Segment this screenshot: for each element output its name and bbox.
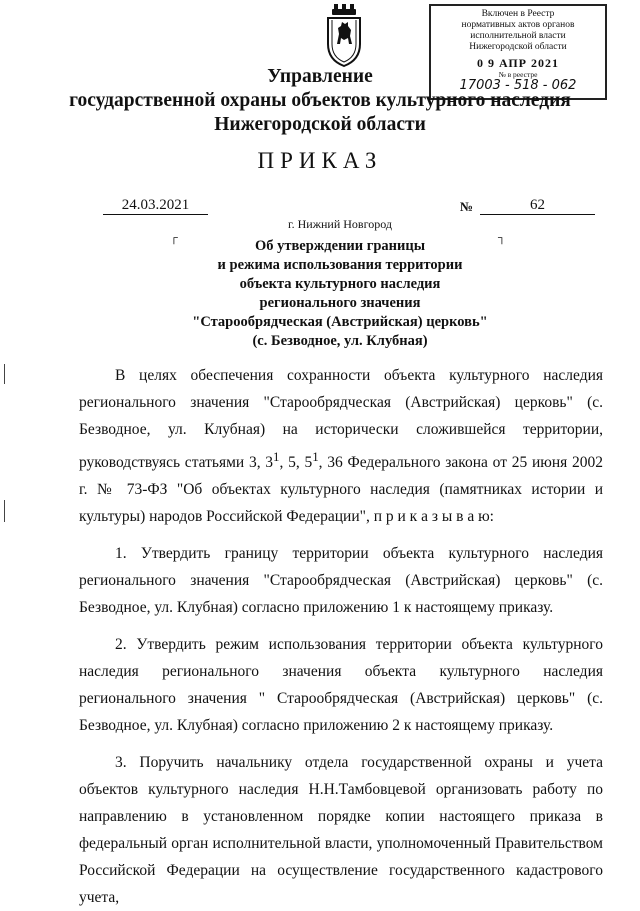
- subject-line: и режима использования территории: [217, 257, 463, 273]
- document-subject: [140, 237, 540, 351]
- city-name: г. Нижний Новгород: [288, 217, 392, 231]
- org-name-line3: Нижегородской области: [214, 114, 426, 135]
- document-date: 24.03.2021: [103, 196, 208, 215]
- preamble-text: В целях обеспечения сохранности объекта культурного наследия регионального значения "Старообрядческая (Австрийская) церковь" (с. Безводное, ул. Клубная) на исторически сложившейся территории, руководствуясь статьями 3, 3: [79, 367, 603, 472]
- superscript: 1: [273, 449, 280, 464]
- right-corner-bracket: ┐: [498, 232, 506, 244]
- number-label: №: [460, 199, 474, 214]
- subject-line: Об утверждении границы: [254, 238, 426, 254]
- margin-mark: [4, 500, 5, 522]
- left-corner-bracket: ┌: [170, 232, 178, 244]
- subject-line: (с. Безводное, ул. Клубная): [252, 333, 428, 349]
- preamble-text: , 5, 5: [279, 454, 313, 472]
- stamp-line: Включен в Реестр: [481, 9, 555, 19]
- stamp-registry-label: № в реестре: [498, 70, 538, 79]
- subject-line: "Старообрядческая (Австрийская) церковь": [192, 314, 488, 330]
- stamp-line: исполнительной власти: [470, 31, 566, 41]
- document-body: [79, 362, 603, 911]
- coat-of-arms-icon: [324, 4, 364, 68]
- preamble-paragraph: [79, 362, 603, 530]
- subject-line: объекта культурного наследия: [239, 276, 441, 292]
- org-name-line1: Управление: [267, 66, 373, 87]
- stamp-registry-number: 17003 - 518 - 062: [459, 78, 577, 93]
- margin-mark: [4, 364, 5, 384]
- document-type-title: ПРИКАЗ: [257, 148, 383, 173]
- stamp-line: Нижегородской области: [469, 42, 567, 52]
- preamble-text: , 36 Федерального закона от 25 июня 2002 г. № 73-ФЗ "Об объектах культурного наследия (памятниках истории и культуры) народов Российской Федерации", п р и к а з ы в а ю:: [79, 454, 603, 526]
- order-item-1: 1. Утвердить границу территории объекта культурного наследия регионального значения "Старообрядческая (Австрийская) церковь" (с. Безводное, ул. Клубная) согласно приложению 1 к настоящему приказу.: [79, 545, 603, 617]
- org-name-line2: государственной охраны объектов культурного наследия: [69, 90, 571, 111]
- subject-line: регионального значения: [259, 295, 421, 311]
- stamp-date: 0 9 АПР 2021: [476, 56, 560, 70]
- order-item-2: 2. Утвердить режим использования территории объекта культурного наследия регионального значения объекта культурного наследия регионального значения " Старообрядческая (Австрийская) церковь" (с. Безводное, ул. Клубная) согласно приложению 2 к настоящему приказу.: [79, 636, 603, 735]
- order-item-3: 3. Поручить начальнику отдела государственной охраны и учета объектов культурного наследия Н.Н.Тамбовцевой организовать работу по направлению в установленном порядке копии настоящего приказа в федеральный орган исполнительной власти, уполномоченный Правительством Российской Федерации на осуществление государственного кадастрового учета,: [79, 754, 603, 907]
- stamp-line: нормативных актов органов: [461, 20, 575, 30]
- superscript: 1: [312, 449, 319, 464]
- document-number: 62: [480, 196, 595, 215]
